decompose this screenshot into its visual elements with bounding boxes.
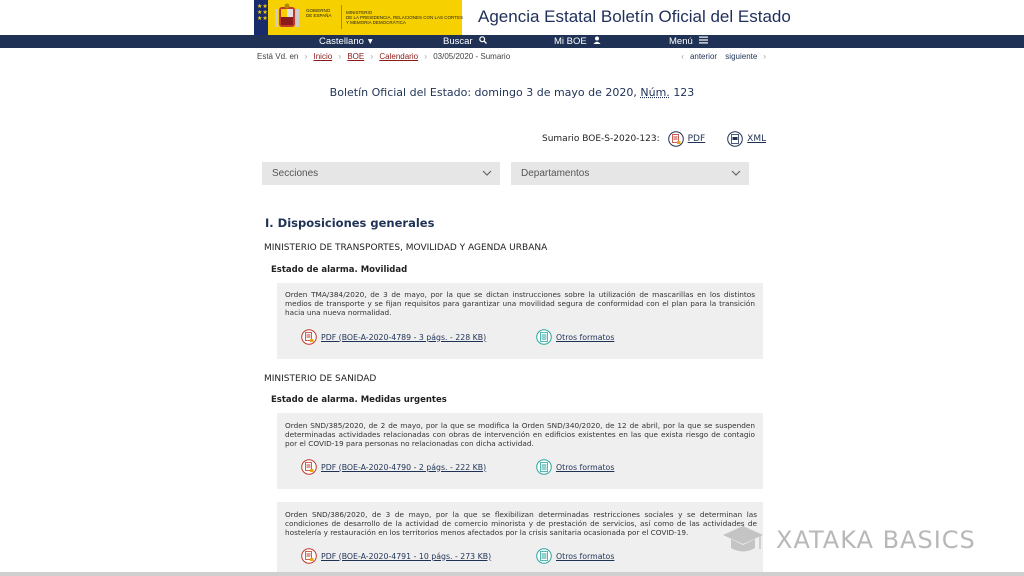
other-formats-icon	[536, 548, 552, 564]
pdf-file-icon[interactable]	[668, 131, 684, 147]
topic-heading: Estado de alarma. Movilidad	[271, 265, 408, 275]
government-label: GOBIERNO DE ESPAÑA	[306, 8, 332, 18]
search-icon	[479, 36, 487, 44]
site-header	[0, 0, 1024, 35]
breadcrumb-home[interactable]: Inicio	[313, 52, 333, 61]
ministry-heading: MINISTERIO DE TRANSPORTES, MOVILIDAD Y AGENDA URBANA	[264, 243, 548, 253]
pager	[678, 52, 769, 61]
other-formats-row	[536, 329, 614, 345]
disposition-text: Orden SND/385/2020, de 2 de mayo, por la que se modifica la Orden SND/340/2020, de 12 de abril, por la que se suspenden determinadas actividades relacionadas con obras de intervención en edificios existentes en las que exista riesgo de contagio por el COVID-19 para personas no relacionadas con dicha actividad.	[285, 421, 755, 448]
breadcrumb-current: 03/05/2020 - Sumario	[433, 52, 511, 61]
pdf-row	[301, 329, 486, 345]
language-menu[interactable]: Castellano ▾	[319, 36, 373, 47]
sections-select[interactable]: Secciones	[262, 162, 500, 185]
caret-down-icon: ▾	[367, 36, 373, 47]
main-menu[interactable]: Menú	[669, 35, 708, 48]
other-formats-link[interactable]: Otros formatos	[556, 551, 615, 561]
other-formats-link[interactable]: Otros formatos	[556, 462, 615, 472]
pdf-file-icon	[301, 548, 317, 564]
chevron-left-icon: ‹	[681, 52, 684, 61]
breadcrumb-prefix: Está Vd. en	[257, 52, 299, 61]
chevron-right-icon: ›	[763, 52, 766, 61]
disposition-card	[277, 502, 763, 574]
coat-of-arms-icon	[273, 3, 301, 32]
summary-label: Sumario BOE-S-2020-123:	[542, 134, 660, 144]
pdf-link[interactable]: PDF (BOE-A-2020-4790 - 2 págs. - 222 KB)	[321, 462, 487, 472]
other-formats-link[interactable]: Otros formatos	[556, 332, 615, 342]
graduation-cap-icon	[722, 524, 764, 556]
eu-flag-icon: ★★ ★★ ★★	[254, 0, 268, 35]
breadcrumb	[257, 52, 510, 61]
other-formats-row	[536, 548, 614, 564]
section-heading: I. Disposiciones generales	[265, 216, 435, 230]
other-formats-icon	[536, 329, 552, 345]
hamburger-icon	[699, 36, 708, 44]
ministry-label: MINISTERIO DE LA PRESIDENCIA, RELACIONES CON LAS CORTES Y MEMORIA DEMOCRÁTICA	[346, 10, 463, 25]
watermark	[722, 524, 976, 556]
summary-pdf-link[interactable]: PDF	[687, 134, 706, 144]
other-formats-row	[536, 459, 614, 475]
breadcrumb-calendar[interactable]: Calendario	[379, 52, 419, 61]
xml-file-icon[interactable]	[727, 131, 743, 147]
summary-xml-link[interactable]: XML	[747, 134, 767, 144]
summary-downloads	[542, 131, 780, 147]
pdf-link[interactable]: PDF (BOE-A-2020-4791 - 10 págs. - 273 KB)	[321, 551, 492, 561]
disposition-text: Orden SND/386/2020, de 3 de mayo, por la que se flexibilizan determinadas restricciones sociales y se determinan las condiciones de desarrollo de la actividad de comercio minorista y de prestación de servicios, así como de las actividades de hostelería y restauración en los territorios menos afectados por la crisis sanitaria ocasionada por el COVID-19.	[285, 510, 757, 537]
search-menu[interactable]: Buscar	[443, 35, 487, 48]
user-icon	[593, 36, 601, 44]
pdf-row	[301, 548, 491, 564]
ministry-heading: MINISTERIO DE SANIDAD	[264, 374, 377, 384]
breadcrumb-boe[interactable]: BOE	[347, 52, 365, 61]
previous-link[interactable]: anterior	[689, 52, 718, 61]
disposition-text: Orden TMA/384/2020, de 3 de mayo, por la que se dictan instrucciones sobre la utilización de mascarillas en los distintos medios de transporte y se fijan requisitos para garantizar una movilidad segura de conformidad con el plan para la transición hacia una nueva normalidad.	[285, 290, 755, 317]
chevron-right-icon: ›	[338, 52, 342, 61]
chevron-right-icon: ›	[424, 52, 427, 61]
pdf-row	[301, 459, 486, 475]
horizontal-scrollbar[interactable]	[0, 572, 1024, 576]
pdf-file-icon	[301, 459, 317, 475]
disposition-card	[277, 413, 763, 489]
number-abbr: Núm.	[640, 86, 670, 99]
watermark-text: XATAKA BASICS	[776, 526, 976, 554]
chevron-down-icon	[731, 162, 741, 185]
pdf-link[interactable]: PDF (BOE-A-2020-4789 - 3 págs. - 228 KB)	[321, 332, 487, 342]
pdf-file-icon	[301, 329, 317, 345]
main-nav	[0, 35, 1024, 48]
other-formats-icon	[536, 459, 552, 475]
page-title: Boletín Oficial del Estado: domingo 3 de mayo de 2020, Núm. 123	[329, 86, 695, 99]
logo-divider	[341, 5, 342, 29]
agency-title[interactable]: Agencia Estatal Boletín Oficial del Estado	[478, 7, 791, 26]
chevron-down-icon	[482, 162, 492, 185]
chevron-right-icon: ›	[370, 52, 374, 61]
chevron-right-icon: ›	[304, 52, 308, 61]
my-boe-menu[interactable]: Mi BOE	[554, 35, 601, 48]
next-link[interactable]: siguiente	[725, 52, 758, 61]
departments-select[interactable]: Departamentos	[511, 162, 749, 185]
topic-heading: Estado de alarma. Medidas urgentes	[271, 395, 447, 405]
disposition-card	[277, 283, 763, 359]
